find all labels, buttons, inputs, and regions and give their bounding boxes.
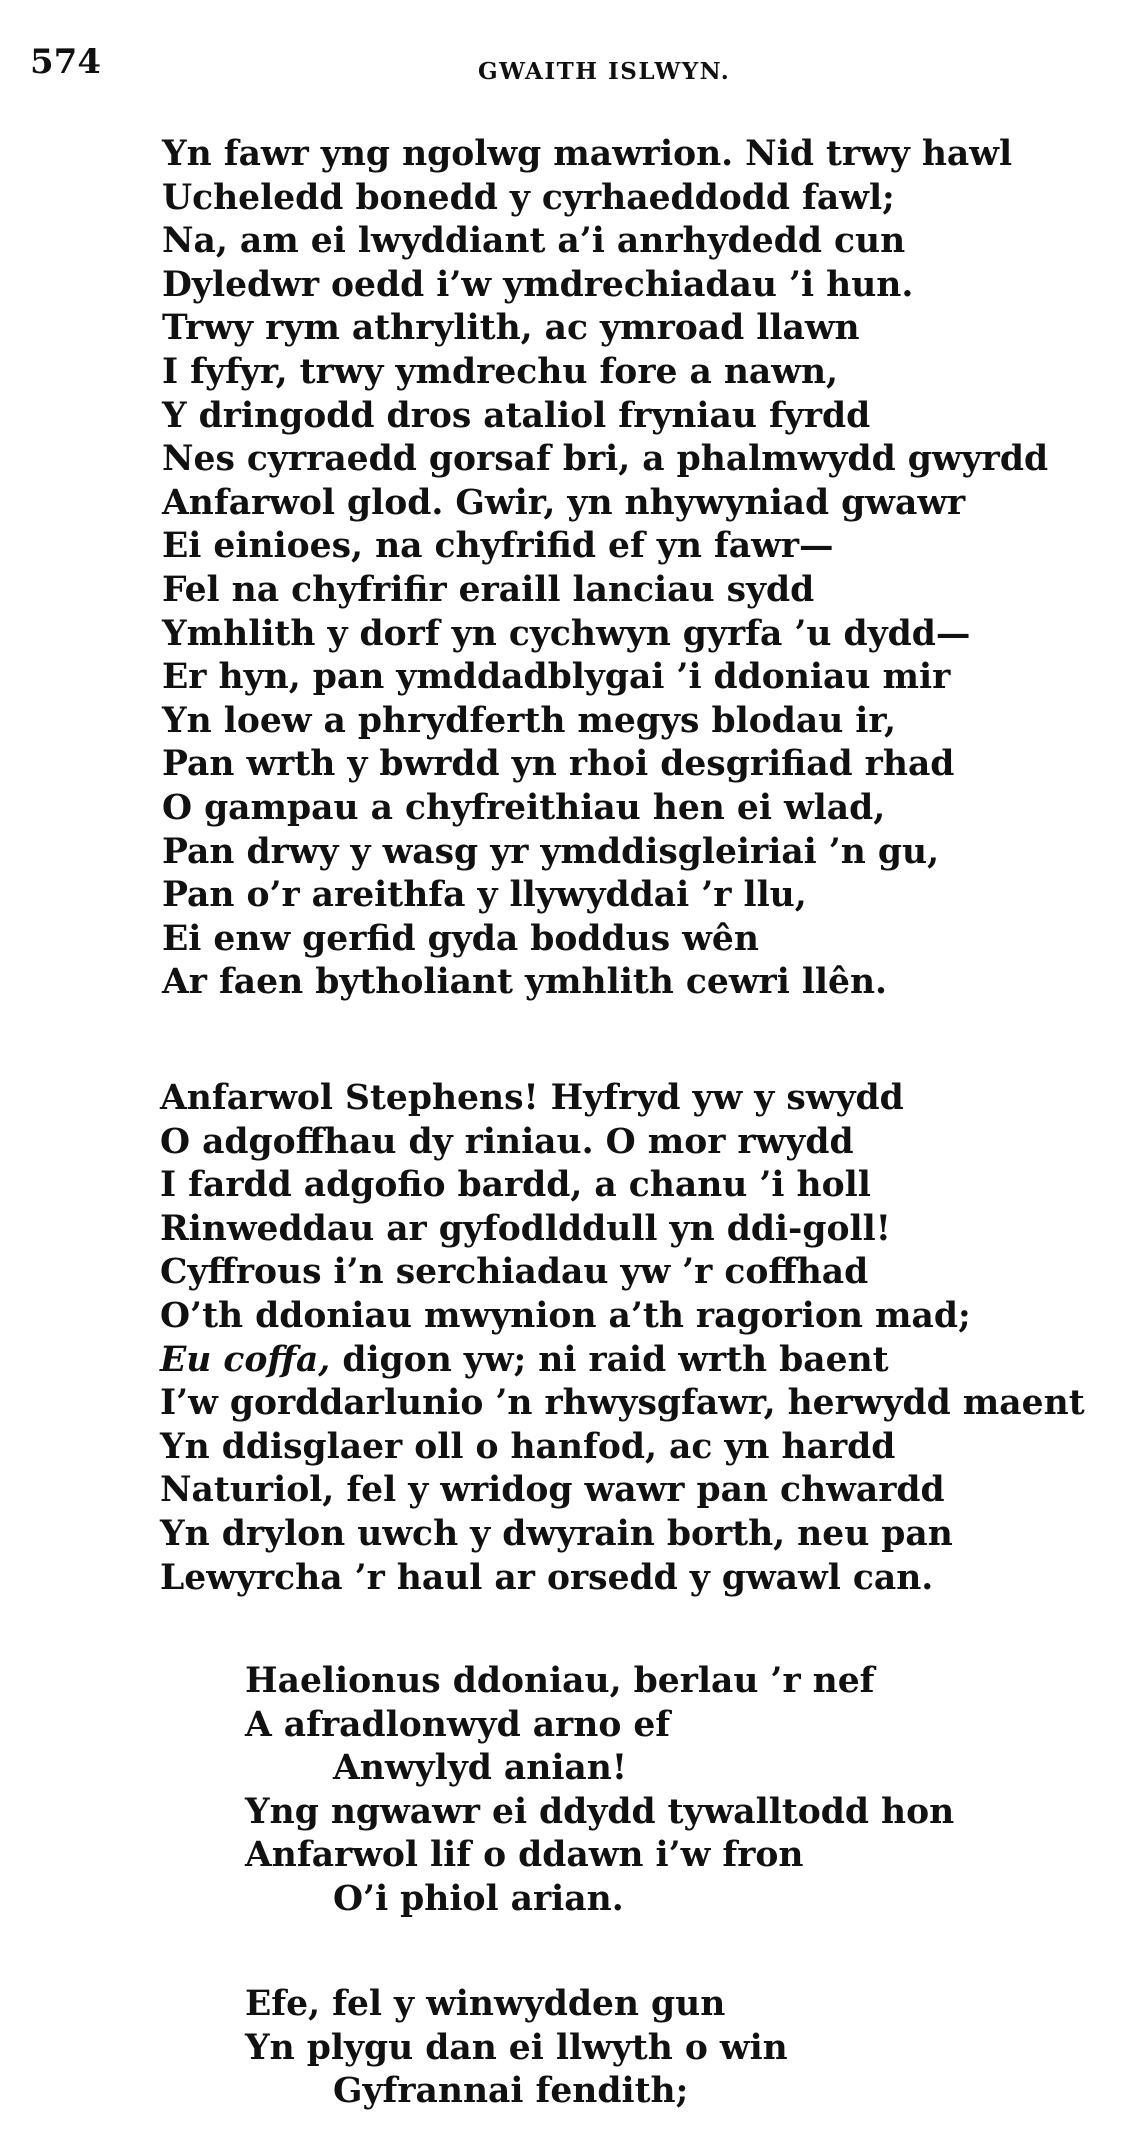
running-head: GWAITH ISLWYN. (478, 58, 731, 85)
stanza-2 (160, 1077, 1085, 1600)
verse-line: Yng ngwawr ei ddydd tywalltodd hon (245, 1791, 955, 1832)
verse-line: Yn plygu dan ei llwyth o win (245, 2027, 788, 2068)
verse-line: Cyffrous i’n serchiadau yw ’r coffhad (160, 1252, 869, 1293)
stanza-1 (162, 133, 1048, 1005)
verse-line-indented: Anwylyd anian! (333, 1748, 628, 1789)
verse-line: I fyfyr, trwy ymdrechu fore a nawn, (162, 351, 839, 392)
verse-line: Ar faen bytholiant ymhlith cewri llên. (162, 962, 888, 1003)
verse-line: A afradlonwyd arno ef (245, 1704, 671, 1745)
verse-line: Er hyn, pan ymddadblygai ’i ddoniau mir (162, 657, 951, 698)
page-number: 574 (30, 42, 101, 82)
verse-line: Naturiol, fel y wridog wawr pan chwardd (160, 1470, 945, 1511)
verse-line: Pan wrth y bwrdd yn rhoi desgrifiad rhad (162, 744, 955, 785)
verse-line: Trwy rym athrylith, ac ymroad llawn (162, 308, 860, 349)
verse-line: Dyledwr oedd i’w ymdrechiadau ’i hun. (162, 264, 914, 305)
verse-line: Ei einioes, na chyfrifid ef yn fawr— (162, 526, 834, 567)
verse-line: Anfarwol glod. Gwir, yn nhywyniad gwawr (162, 482, 966, 523)
italic-phrase: Eu coffa, (160, 1339, 331, 1380)
verse-line: O’th ddoniau mwynion a’th ragorion mad; (160, 1295, 971, 1336)
verse-line: Fel na chyfrifir eraill lanciau sydd (162, 569, 815, 610)
verse-line: Yn drylon uwch y dwyrain borth, neu pan (160, 1513, 953, 1554)
verse-line: Pan drwy y wasg yr ymddisgleiriai ’n gu, (162, 831, 940, 872)
verse-line: O adgoffhau dy riniau. O mor rwydd (160, 1121, 854, 1162)
verse-line: I’w gorddarlunio ’n rhwysgfawr, herwydd maent (160, 1383, 1085, 1424)
verse-line: Anfarwol lif o ddawn i’w fron (245, 1835, 804, 1876)
verse-line: Pan o’r areithfa y llywyddai ’r llu, (162, 875, 807, 916)
verse-line: Yn loew a phrydferth megys blodau ir, (162, 700, 897, 741)
verse-line: O gampau a chyfreithiau hen ei wlad, (162, 787, 886, 828)
verse-line: Nes cyrraedd gorsaf bri, a phalmwydd gwyrdd (162, 439, 1049, 480)
verse-line: Ucheledd bonedd y cyrhaeddodd fawl; (162, 177, 895, 218)
verse-line: Y dringodd dros ataliol fryniau fyrdd (162, 395, 871, 436)
verse-line: Ei enw gerfid gyda boddus wên (162, 918, 759, 959)
stanza-4 (245, 1983, 788, 2114)
verse-line-rest: digon yw; ni raid wrth baent (342, 1339, 889, 1380)
verse-line: Lewyrcha ’r haul ar orsedd y gwawl can. (160, 1557, 934, 1598)
verse-line: Yn fawr yng ngolwg mawrion. Nid trwy hawl (162, 134, 1013, 174)
verse-line: Ymhlith y dorf yn cychwyn gyrfa ’u dydd— (162, 613, 971, 654)
verse-line: Efe, fel y winwydden gun (245, 1984, 726, 2024)
verse-line: I fardd adgofio bardd, a chanu ’i holl (160, 1165, 871, 1206)
verse-line: Anfarwol Stephens! Hyfryd yw y swydd (160, 1078, 904, 1118)
verse-line: Yn ddisglaer oll o hanfod, ac yn hardd (160, 1426, 896, 1467)
verse-line: Na, am ei lwyddiant a’i anrhydedd cun (162, 221, 906, 262)
verse-line (160, 1339, 1085, 1383)
verse-line: Rinweddau ar gyfodlddull yn ddi-goll! (160, 1208, 891, 1249)
stanza-3 (245, 1660, 954, 1922)
verse-line: Haelionus ddoniau, berlau ’r nef (245, 1661, 875, 1701)
verse-line-indented: O’i phiol arian. (333, 1878, 624, 1919)
verse-line-indented: Gyfrannai fendith; (333, 2071, 689, 2112)
